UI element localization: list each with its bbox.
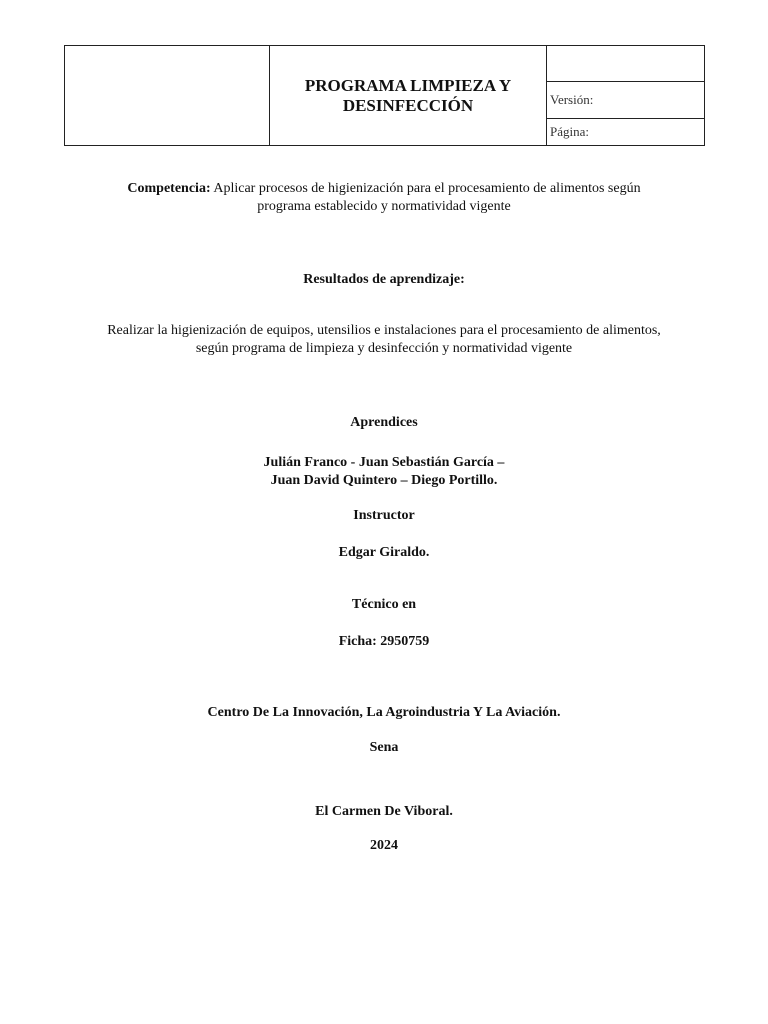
- document-title: [270, 46, 547, 146]
- page-label: Página:: [550, 123, 589, 139]
- competencia-label: Competencia:: [127, 181, 211, 196]
- centro-name: Centro De La Innovación, La Agroindustria Y La Aviación.: [207, 705, 561, 720]
- title-line-2: DESINFECCIÓN: [342, 95, 474, 115]
- sena-label: Sena: [369, 740, 399, 755]
- version-label: Versión:: [550, 92, 594, 108]
- aprendices-heading: Aprendices: [350, 415, 418, 430]
- page-cell: [547, 118, 705, 145]
- instructor-heading: Instructor: [353, 508, 415, 523]
- meta-empty-cell: [547, 46, 705, 82]
- tecnico-label: Técnico en: [351, 597, 417, 612]
- resultados-paragraph: [64, 322, 704, 358]
- resultados-heading: Resultados de aprendizaje:: [303, 272, 465, 287]
- version-cell: [547, 82, 705, 118]
- aprendices-line-1: Julián Franco - Juan Sebastián García –: [263, 455, 505, 470]
- instructor-name: Edgar Giraldo.: [338, 545, 430, 560]
- competencia-text-line-2: programa establecido y normatividad vigente: [257, 199, 511, 214]
- year-label: 2024: [370, 838, 398, 853]
- document-header-table: [64, 45, 705, 146]
- aprendices-names: [64, 454, 704, 490]
- aprendices-line-2: Juan David Quintero – Diego Portillo.: [270, 473, 498, 488]
- title-line-1: PROGRAMA LIMPIEZA Y: [304, 75, 512, 95]
- competencia-text-line-1: Aplicar procesos de higienización para el procesamiento de alimentos según: [210, 181, 641, 196]
- resultados-line-1: Realizar la higienización de equipos, utensilios e instalaciones para el procesamiento de alimentos,: [107, 323, 661, 338]
- logo-cell: [65, 46, 270, 146]
- resultados-line-2: según programa de limpieza y desinfección y normatividad vigente: [195, 341, 573, 356]
- ciudad-label: El Carmen De Viboral.: [315, 804, 453, 819]
- ficha-label: Ficha: 2950759: [338, 634, 430, 649]
- competencia-paragraph: [64, 180, 704, 216]
